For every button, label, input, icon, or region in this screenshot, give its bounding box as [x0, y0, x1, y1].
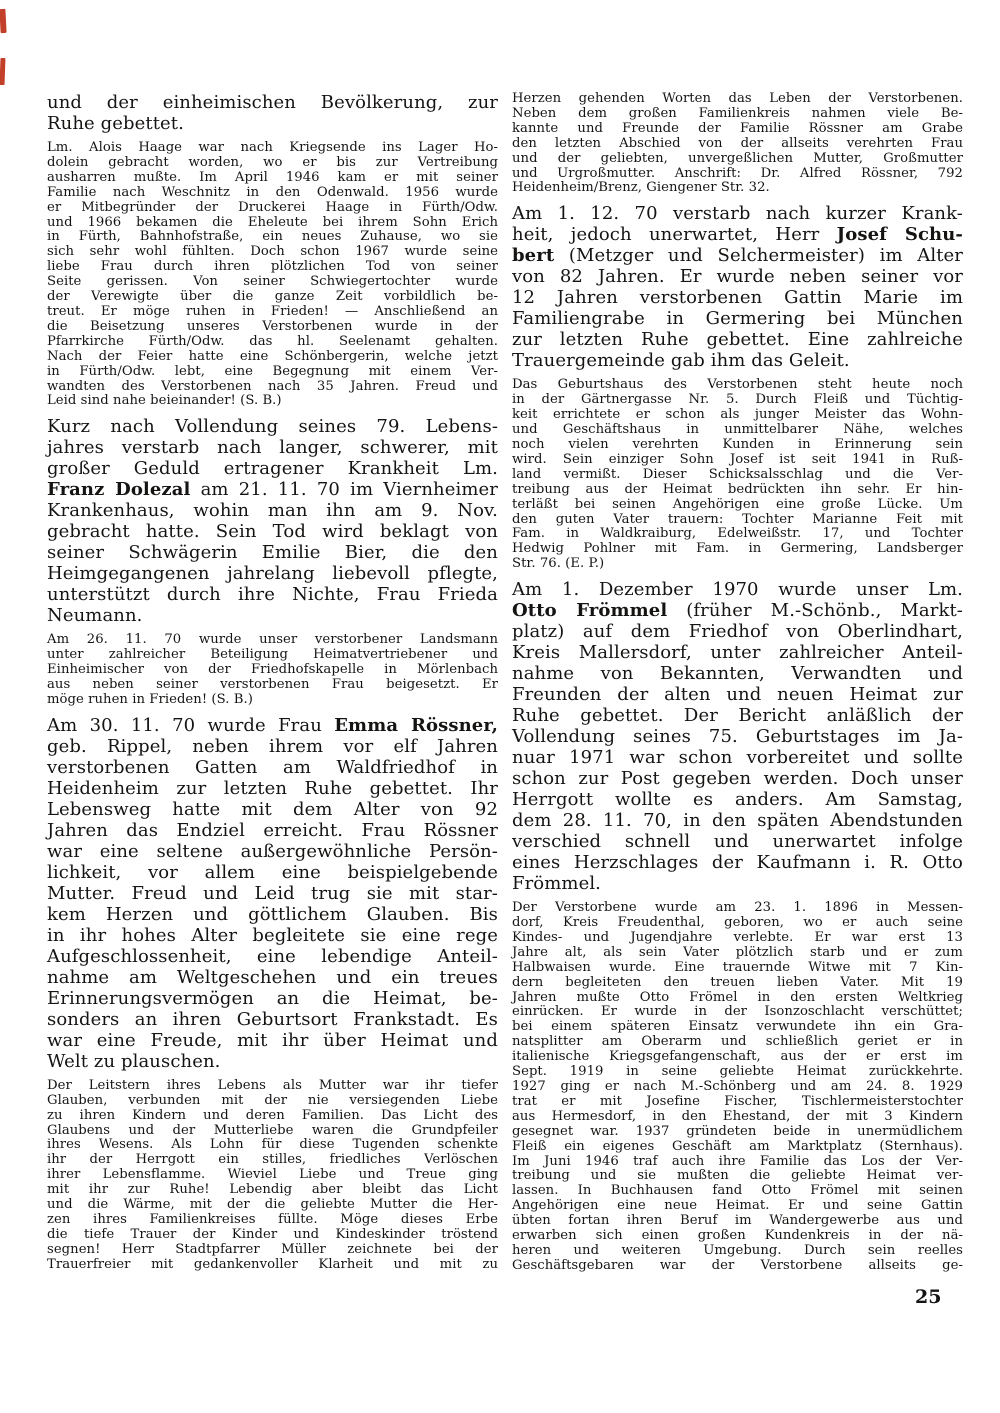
text-line: Vollendung seines 75. Geburtstages im Ja-	[512, 726, 963, 748]
text-line: keit errichtete er schon als junger Meister das Wohn-	[512, 407, 963, 423]
text-line: zen ihres Familienkreises füllte. Möge dieses Erbe	[47, 1212, 498, 1227]
text-line: seiner Schwägerin Emilie Bier, die den	[47, 542, 498, 564]
text-line: Am 26. 11. 70 wurde unser verstorbener Landsmann	[47, 632, 498, 648]
text-line: Welt zu plauschen.	[47, 1050, 221, 1072]
text-line: gesegnet war. 1937 gründeten beide in unermüdlichem	[512, 1123, 963, 1139]
text-line: kem Herzen und göttlichem Glauben. Bis	[47, 903, 498, 925]
text-line: unter zahlreicher Beteiligung Heimatvertriebener und	[47, 647, 498, 663]
text-line: Glaubens und der Mutterliebe waren die Grundpfeiler	[47, 1122, 498, 1138]
text-line: jahres verstarb nach langer, schwerer, mit	[47, 437, 498, 459]
obituary-paragraph	[512, 378, 963, 572]
text-line: in der Gärtnergasse Nr. 5. Durch Fleiß und Tüchtig-	[512, 392, 963, 408]
text-line: er Mitbegründer der Druckerei Haage in Fürth/Odw.	[47, 199, 498, 215]
text-line: wird. Sein einziger Sohn Josef ist seit 1941 in Ruß-	[512, 451, 963, 467]
obituary-paragraph	[47, 633, 498, 708]
text-line: Glauben, verbunden mit der nie versiegenden Liebe	[47, 1092, 498, 1108]
obituary-paragraph	[512, 92, 963, 196]
text-line: Lm. Alois Haage war nach Kriegsende ins Lager Ho-	[47, 140, 498, 155]
text-line: Angehörigen eine neue Heimat. Er und seine Gattin	[512, 1198, 963, 1214]
right-text-column	[512, 92, 963, 1281]
text-line: Jahren das Endziel erreicht. Frau Rössner	[47, 819, 498, 841]
text-line: dern begleiteten den treuen lieben Vater. Mit 19	[512, 974, 963, 990]
text-line: Der Verstorbene wurde am 23. 1. 1896 in Messen-	[512, 900, 963, 916]
text-line: nahme von Bekannten, Verwandten und	[512, 663, 963, 685]
text-line: kannte und Freunde der Familie Rössner am Grabe	[512, 120, 963, 136]
text-line: bert (Metzger und Selchermeister) im Alter	[512, 245, 963, 267]
text-line: Kreis Mallersdorf, unter zahlreicher Anteil-	[512, 642, 963, 664]
text-line: schon zur Post gegeben werden. Doch unser	[512, 768, 963, 790]
text-line: natsplitter am Oberarm und schließlich geriet er in	[512, 1034, 963, 1050]
text-line: und 1966 bekamen die Eheleute bei ihrem Sohn Erich	[47, 214, 498, 230]
text-line: italienische Kriegsgefangenschaft, aus der er erst im	[512, 1049, 963, 1065]
text-line: war eine seltene außergewöhnliche Persön-	[47, 840, 498, 862]
text-line: 1927 ging er nach M.-Schönberg und am 24. 8. 1929	[512, 1079, 963, 1094]
text-line: Krankenhaus, wohin man ihn am 9. Nov.	[47, 500, 498, 522]
text-line: Einheimischer von der Friedhofskapelle in Mörlenbach	[47, 662, 498, 678]
text-line: der Verewigte über die ganze Zeit vorbildlich be-	[47, 289, 498, 305]
text-line: und der einheimischen Bevölkerung, zur	[47, 92, 498, 113]
text-line: heit, jedoch unerwartet, Herr Josef Schu-	[512, 224, 963, 246]
text-line: ausharren mußte. Im April 1946 kam er mit seiner	[47, 169, 498, 185]
text-line: von 82 Jahren. Er wurde neben seiner vor	[512, 266, 963, 288]
text-line: Otto Frömmel (früher M.-Schönb., Markt-	[512, 600, 963, 622]
obituary-paragraph	[47, 416, 498, 626]
text-line: Im Juni 1946 traf auch ihre Familie das Los der Ver-	[512, 1153, 963, 1169]
text-line: nahme am Weltgeschehen und ein treues	[47, 966, 498, 988]
text-line: Am 1. 12. 70 verstarb nach kurzer Krank-	[512, 203, 963, 225]
text-line: erwarben sich einen großen Kundenkreis in der nä-	[512, 1228, 963, 1244]
text-line: die tiefe Trauer der Kinder und Kindeskinder tröstend	[47, 1226, 498, 1242]
text-line: terläßt bei seinen Angehörigen eine große Lücke. Um	[512, 496, 963, 512]
text-line: Trauerfreier mit gedankenvoller Klarheit und mit zu	[47, 1256, 498, 1272]
text-line: aus neben seiner verstorbenen Frau beigesetzt. Er	[47, 677, 498, 693]
text-line: möge ruhen in Frieden! (S. B.)	[47, 691, 253, 707]
text-line: trat er mit Josefine Fischer, Tischlermeisterstochter	[512, 1093, 963, 1109]
left-text-column	[47, 92, 498, 1280]
text-line: Familie nach Weschnitz in den Odenwald. 1956 wurde	[47, 184, 498, 200]
text-line: lassen. In Buchhausen fand Otto Frömel mit seinen	[512, 1183, 963, 1199]
obituary-paragraph	[512, 901, 963, 1274]
text-line: und die Wärme, mit der die geliebte Mutter die Her-	[47, 1197, 498, 1213]
text-line: dolein gebracht worden, wo er bis zur Vertreibung	[47, 154, 498, 170]
text-line: eines Herzschlages der Kaufmann i. R. Otto	[512, 852, 963, 874]
text-line: Lebensweg hatte mit dem Alter von 92	[47, 798, 498, 820]
text-line: Franz Dolezal am 21. 11. 70 im Viernheimer	[47, 479, 498, 501]
text-line: nuar 1971 war schon vorbereitet und sollte	[512, 747, 963, 769]
text-line: Geschäftsgebaren war der Verstorbene allseits ge-	[512, 1257, 963, 1273]
text-line: noch vielen verehrten Kunden in Erinnerung sein	[512, 436, 963, 452]
text-line: Fam. in Waldkraiburg, Edelweißstr. 17, und Tochter	[512, 526, 963, 542]
text-line: dorf, Kreis Freudenthal, geboren, wo er auch seine	[512, 915, 963, 931]
text-line: in ihr hohes Alter begleitete sie eine rege	[47, 924, 498, 946]
text-line: ihr der Herrgott ein stilles, friedliches Verlöschen	[47, 1152, 498, 1168]
text-line: treibung aus der Heimat bedrückten ihn sehr. Er hin-	[512, 481, 963, 497]
obituary-paragraph	[47, 141, 498, 409]
text-line: Herrgott wollte es anders. Am Samstag,	[512, 789, 963, 811]
text-line: Der Leitstern ihres Lebens als Mutter war ihr tiefer	[47, 1077, 498, 1093]
text-line: und der geliebten, unvergeßlichen Mutter, Großmutter	[512, 150, 963, 166]
text-line: dem 28. 11. 70, in den späten Abendstunden	[512, 810, 963, 832]
text-line: land vermißt. Dieser Schicksalsschlag und die Ver-	[512, 466, 963, 482]
text-line: treibung und sie mußten die geliebte Heimat ver-	[512, 1168, 963, 1184]
text-line: und Geschäftshaus in unmittelbarer Nähe, welches	[512, 422, 963, 438]
text-line: war eine Freude, mit ihr über Heimat und	[47, 1029, 498, 1051]
text-line: großer Geduld ertragener Krankheit Lm.	[47, 458, 498, 480]
text-line: 12 Jahren verstorbenen Gattin Marie im	[512, 287, 963, 309]
text-line: zur letzten Ruhe gebettet. Eine zahlreiche	[512, 329, 963, 351]
text-line: Erinnerungsvermögen an die Heimat, be-	[47, 987, 498, 1009]
text-line: aus Hermesdorf, in den Ehestand, der mit 3 Kindern	[512, 1108, 963, 1124]
text-line: sich sehr wohl fühlten. Doch schon 1967 wurde seine	[47, 244, 498, 260]
text-line: platz) auf dem Friedhof von Oberlindhart,	[512, 621, 963, 643]
text-line: Nach der Feier hatte eine Schönbergerin, welche jetzt	[47, 348, 498, 364]
text-line: verschied schnell und unerwartet infolge	[512, 831, 963, 853]
text-line: Jahren mußte Otto Frömel in den ersten Weltkrieg	[512, 989, 963, 1005]
text-line: Leid sind nahe beieinander! (S. B.)	[47, 393, 282, 409]
text-line: treut. Er möge ruhen in Frieden! — Anschließend an	[47, 303, 498, 319]
obituary-paragraph	[47, 715, 498, 1072]
text-line: unterstützt durch ihre Nichte, Frau Frieda	[47, 584, 498, 606]
text-line: Freunden der alten und neuen Heimat zur	[512, 684, 963, 706]
text-line: sonders an ihren Geburtsort Frankstadt. Es	[47, 1008, 498, 1030]
text-line: Neben dem großen Familienkreis nahmen viele Be-	[512, 105, 963, 121]
text-line: zu ihren Kindern und deren Familien. Das Licht des	[47, 1107, 498, 1123]
red-pen-mark	[0, 9, 7, 33]
text-line: mit ihr zur Ruhe! Lebendig aber bleibt das Licht	[47, 1182, 498, 1198]
text-line: heren und weiteren Umgebung. Durch sein reelles	[512, 1242, 963, 1258]
text-line: lichkeit, vor allem eine beispielgebende	[47, 861, 498, 883]
text-line: Jahre alt, als sein Vater plötzlich starb und er zum	[512, 944, 963, 960]
text-line: Herzen gehenden Worten das Leben der Verstorbenen.	[512, 91, 963, 106]
text-line: Heimgegangenen jahrelang liebevoll pflegte,	[47, 563, 498, 585]
text-line: Kurz nach Vollendung seines 79. Lebens-	[47, 416, 498, 438]
text-line: geb. Rippel, neben ihrem vor elf Jahren	[47, 735, 498, 757]
text-line: Sept. 1919 in seine geliebte Heimat zurückkehrte.	[512, 1064, 963, 1080]
text-line: einrücken. Er wurde in der Isonzoschlacht verschüttet;	[512, 1004, 963, 1020]
text-line: Am 30. 11. 70 wurde Frau Emma Rössner,	[47, 714, 498, 736]
text-line: Str. 76. (E. P.)	[512, 556, 605, 572]
text-line: gebracht hatte. Sein Tod wird beklagt von	[47, 521, 498, 543]
text-line: Frömmel.	[512, 873, 601, 895]
text-line: in Fürth/Odw. lebt, eine Begegnung mit einem Ver-	[47, 363, 498, 379]
text-line: Kindes- und Jugendjahre verlebte. Er war erst 13	[512, 929, 963, 945]
text-line: Mutter. Freud und Leid trug sie mit star-	[47, 882, 498, 904]
text-line: übten fortan ihren Beruf im Wandergewerbe aus und	[512, 1213, 963, 1229]
text-line: segnen! Herr Stadtpfarrer Müller zeichnete bei der	[47, 1241, 498, 1257]
obituary-paragraph	[512, 203, 963, 371]
text-line: ihres Wesens. Als Lohn für diese Tugenden schenkte	[47, 1137, 498, 1153]
text-line: bei einem späteren Einsatz verwundete ihn ein Gra-	[512, 1019, 963, 1035]
obituary-paragraph	[512, 579, 963, 894]
text-line: Heidenheim zur letzten Ruhe gebettet. Ihr	[47, 777, 498, 799]
red-pen-mark	[0, 58, 5, 85]
text-line: liebe Frau durch ihren plötzlichen Tod von seiner	[47, 259, 498, 275]
text-line: Trauergemeinde gab ihm das Geleit.	[512, 350, 850, 372]
text-line: Ruhe gebettet. Der Bericht anläßlich der	[512, 705, 963, 727]
text-line: den guten Vater trauern: Tochter Marianne Feit mit	[512, 511, 963, 527]
text-line: Fleiß ein eigenes Geschäft am Marktplatz (Sternhaus).	[512, 1138, 963, 1154]
text-line: den letzten Abschied von der allseits verehrten Frau	[512, 135, 963, 151]
text-line: Aufgeschlossenheit, eine lebendige Anteil-	[47, 945, 498, 967]
text-line: Das Geburtshaus des Verstorbenen steht heute noch	[512, 377, 963, 393]
text-line: Ruhe gebettet.	[47, 113, 184, 134]
text-line: Am 1. Dezember 1970 wurde unser Lm.	[512, 579, 963, 601]
text-line: Pfarrkirche Fürth/Odw. das hl. Seelenamt gehalten.	[47, 333, 498, 349]
text-line: verstorbenen Gatten am Waldfriedhof in	[47, 756, 498, 778]
text-line: die Beisetzung unseres Verstorbenen wurde in der	[47, 318, 498, 334]
text-line: Familiengrabe in Germering bei München	[512, 308, 963, 330]
page-number: 25	[915, 1286, 942, 1308]
text-line: Seite gerissen. Von seiner Schwiegertochter wurde	[47, 274, 498, 290]
text-line: Halbwaisen wurde. Eine trauernde Witwe mit 7 Kin-	[512, 959, 963, 975]
text-line: Neumann.	[47, 605, 143, 627]
text-line: wandten des Verstorbenen nach 35 Jahren. Freud und	[47, 378, 498, 394]
text-line: Hedwig Pohlner mit Fam. in Germering, Landsberger	[512, 541, 963, 557]
obituary-paragraph	[47, 1079, 498, 1273]
text-line: Heidenheim/Brenz, Giengener Str. 32.	[512, 180, 770, 196]
text-line: ihrer Lebensflamme. Wieviel Liebe und Treue ging	[47, 1167, 498, 1183]
text-line: in Fürth, Bahnhofstraße, ein neues Zuhause, wo sie	[47, 229, 498, 245]
text-line: und Urgroßmutter. Anschrift: Dr. Alfred Rössner, 792	[512, 165, 963, 181]
obituary-paragraph	[47, 92, 498, 134]
